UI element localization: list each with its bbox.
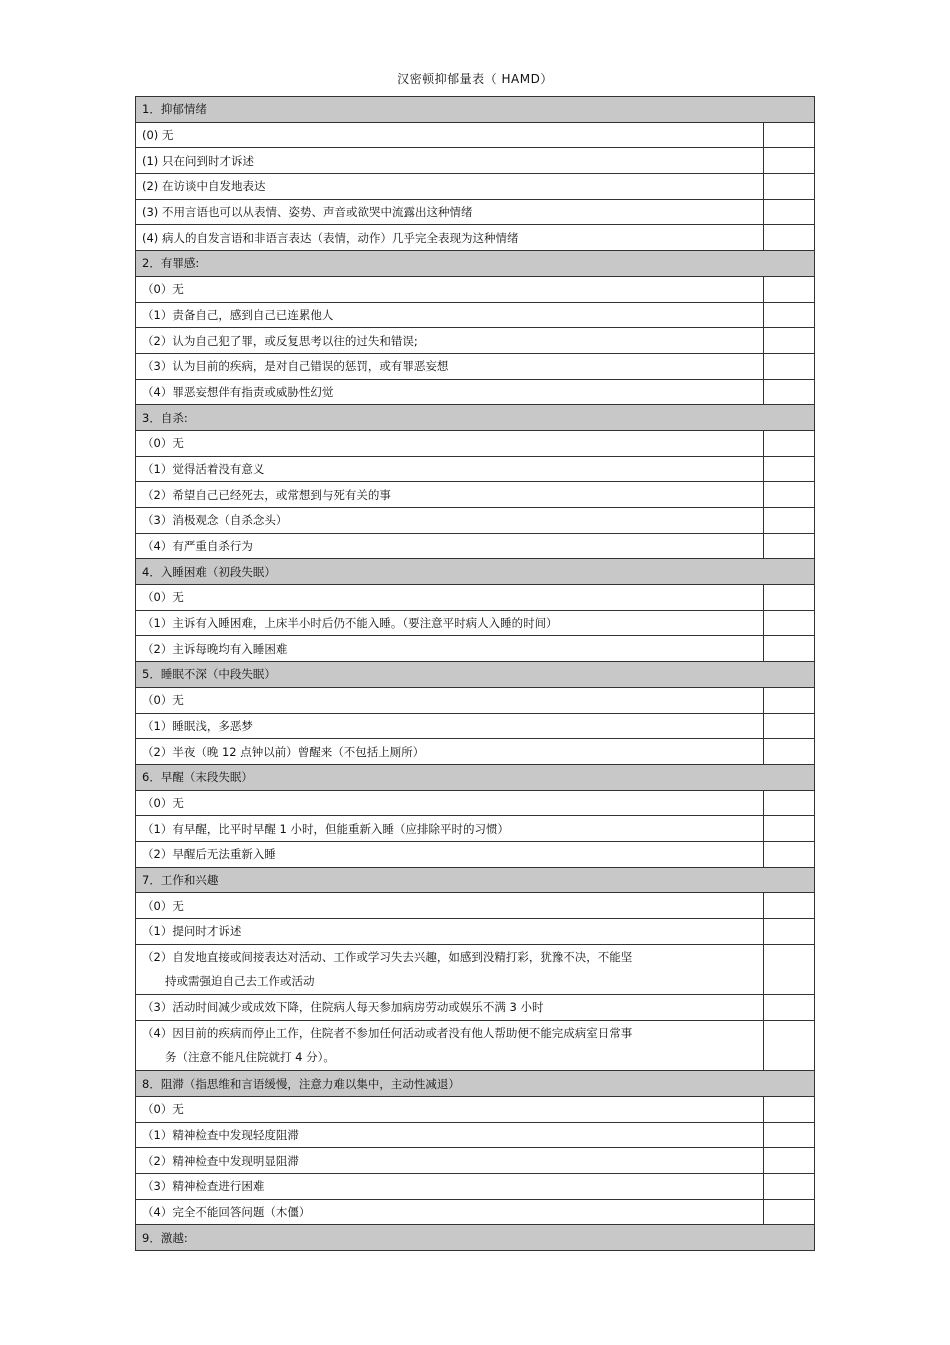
section-header-row: [136, 97, 815, 123]
option-row: [136, 533, 815, 559]
section-header-row: [136, 405, 815, 431]
option-text: （4）完全不能回答问题（木僵）: [136, 1199, 764, 1225]
option-row: [136, 482, 815, 508]
section-title: 3．自杀:: [136, 405, 815, 431]
option-row: [136, 841, 815, 867]
page-title: 汉密顿抑郁量表（ HAMD）: [397, 72, 553, 86]
option-text: (0) 无: [136, 122, 764, 148]
score-cell[interactable]: [764, 430, 815, 456]
option-row: [136, 174, 815, 200]
option-row: [136, 919, 815, 945]
section-title: 1．抑郁情绪: [136, 97, 815, 123]
score-cell[interactable]: [764, 1122, 815, 1148]
score-cell[interactable]: [764, 276, 815, 302]
score-cell[interactable]: [764, 225, 815, 251]
hamd-scale-table: [135, 96, 815, 1251]
option-row: [136, 1148, 815, 1174]
score-cell[interactable]: [764, 302, 815, 328]
option-row: [136, 1199, 815, 1225]
option-text: （0）无: [136, 585, 764, 611]
option-row: [136, 430, 815, 456]
score-cell[interactable]: [764, 174, 815, 200]
score-cell[interactable]: [764, 739, 815, 765]
score-cell[interactable]: [764, 944, 815, 994]
option-text: （2）认为自己犯了罪，或反复思考以往的过失和错误;: [136, 328, 764, 354]
section-header-row: [136, 662, 815, 688]
option-text: （1）睡眠浅，多恶梦: [136, 713, 764, 739]
option-text: （0）无: [136, 893, 764, 919]
option-row: [136, 302, 815, 328]
option-text: （1）主诉有入睡困难，上床半小时后仍不能入睡。（要注意平时病人入睡的时间）: [136, 610, 764, 636]
option-text: (2) 在访谈中自发地表达: [136, 174, 764, 200]
score-cell[interactable]: [764, 1173, 815, 1199]
score-cell[interactable]: [764, 482, 815, 508]
option-row: [136, 1122, 815, 1148]
option-row: [136, 893, 815, 919]
option-row: [136, 1173, 815, 1199]
section-title: 4．入睡困难（初段失眠）: [136, 559, 815, 585]
option-text: （0）无: [136, 276, 764, 302]
section-title: 7．工作和兴趣: [136, 867, 815, 893]
option-text: (1) 只在问到时才诉述: [136, 148, 764, 174]
score-cell[interactable]: [764, 995, 815, 1021]
score-cell[interactable]: [764, 1199, 815, 1225]
option-row: [136, 944, 815, 994]
option-text: （3）活动时间减少或成效下降，住院病人每天参加病房劳动或娱乐不满 3 小时: [136, 995, 764, 1021]
section-header-row: [136, 867, 815, 893]
option-text: （1）觉得活着没有意义: [136, 456, 764, 482]
option-text: （3）精神检查进行困难: [136, 1173, 764, 1199]
section-header-row: [136, 1071, 815, 1097]
score-cell[interactable]: [764, 585, 815, 611]
score-cell[interactable]: [764, 687, 815, 713]
option-row: [136, 379, 815, 405]
option-text: （0）无: [136, 687, 764, 713]
score-cell[interactable]: [764, 508, 815, 534]
section-header-row: [136, 251, 815, 277]
score-cell[interactable]: [764, 790, 815, 816]
option-row: [136, 148, 815, 174]
option-text: （1）责备自己，感到自己已连累他人: [136, 302, 764, 328]
score-cell[interactable]: [764, 610, 815, 636]
section-title: 8．阻滞（指思维和言语缓慢，注意力难以集中，主动性减退）: [136, 1071, 815, 1097]
section-title: 9．激越:: [136, 1225, 815, 1251]
option-text: （4）因目前的疾病而停止工作，住院者不参加任何活动或者没有他人帮助便不能完成病室日常事 务（注意不能凡住院就打 4 分）。: [136, 1020, 764, 1070]
score-cell[interactable]: [764, 1096, 815, 1122]
score-cell[interactable]: [764, 533, 815, 559]
section-header-row: [136, 559, 815, 585]
option-row: [136, 585, 815, 611]
score-cell[interactable]: [764, 122, 815, 148]
option-text: （3）消极观念（自杀念头）: [136, 508, 764, 534]
option-text: （1）有早醒，比平时早醒 1 小时，但能重新入睡（应排除平时的习惯）: [136, 816, 764, 842]
hamd-table-body: [136, 97, 815, 1251]
score-cell[interactable]: [764, 456, 815, 482]
option-text: （2）希望自己已经死去，或常想到与死有关的事: [136, 482, 764, 508]
option-text: （3）认为目前的疾病，是对自己错误的惩罚，或有罪恶妄想: [136, 353, 764, 379]
option-row: [136, 508, 815, 534]
score-cell[interactable]: [764, 148, 815, 174]
option-row: [136, 456, 815, 482]
option-row: [136, 995, 815, 1021]
option-row: [136, 199, 815, 225]
option-row: [136, 739, 815, 765]
option-text: （4）罪恶妄想伴有指责或威胁性幻觉: [136, 379, 764, 405]
section-title: 2．有罪感:: [136, 251, 815, 277]
score-cell[interactable]: [764, 713, 815, 739]
score-cell[interactable]: [764, 1020, 815, 1070]
option-text: (4) 病人的自发言语和非语言表达（表情，动作）几乎完全表现为这种情绪: [136, 225, 764, 251]
score-cell[interactable]: [764, 1148, 815, 1174]
score-cell[interactable]: [764, 841, 815, 867]
option-text: （1）精神检查中发现轻度阻滞: [136, 1122, 764, 1148]
score-cell[interactable]: [764, 199, 815, 225]
option-text: (3) 不用言语也可以从表情、姿势、声音或欲哭中流露出这种情绪: [136, 199, 764, 225]
score-cell[interactable]: [764, 893, 815, 919]
option-text: （1）提问时才诉述: [136, 919, 764, 945]
option-text: （2）主诉每晚均有入睡困难: [136, 636, 764, 662]
section-title: 6．早醒（末段失眠）: [136, 764, 815, 790]
score-cell[interactable]: [764, 636, 815, 662]
option-text: （2）早醒后无法重新入睡: [136, 841, 764, 867]
option-row: [136, 353, 815, 379]
option-text: （4）有严重自杀行为: [136, 533, 764, 559]
option-row: [136, 636, 815, 662]
option-row: [136, 816, 815, 842]
option-text: （2）自发地直接或间接表达对活动、工作或学习失去兴趣，如感到没精打彩，犹豫不决，不能坚 持或需强迫自己去工作或活动: [136, 944, 764, 994]
option-row: [136, 122, 815, 148]
option-text: （0）无: [136, 430, 764, 456]
section-header-row: [136, 764, 815, 790]
section-header-row: [136, 1225, 815, 1251]
option-row: [136, 276, 815, 302]
section-title: 5．睡眠不深（中段失眠）: [136, 662, 815, 688]
score-cell[interactable]: [764, 353, 815, 379]
score-cell[interactable]: [764, 379, 815, 405]
option-row: [136, 1020, 815, 1070]
score-cell[interactable]: [764, 328, 815, 354]
option-text: （2）精神检查中发现明显阻滞: [136, 1148, 764, 1174]
option-row: [136, 610, 815, 636]
option-row: [136, 328, 815, 354]
option-row: [136, 687, 815, 713]
score-cell[interactable]: [764, 816, 815, 842]
option-text: （0）无: [136, 790, 764, 816]
option-text: （2）半夜（晚 12 点钟以前）曾醒来（不包括上厕所）: [136, 739, 764, 765]
option-row: [136, 1096, 815, 1122]
score-cell[interactable]: [764, 919, 815, 945]
option-text: （0）无: [136, 1096, 764, 1122]
option-row: [136, 225, 815, 251]
option-row: [136, 790, 815, 816]
option-row: [136, 713, 815, 739]
